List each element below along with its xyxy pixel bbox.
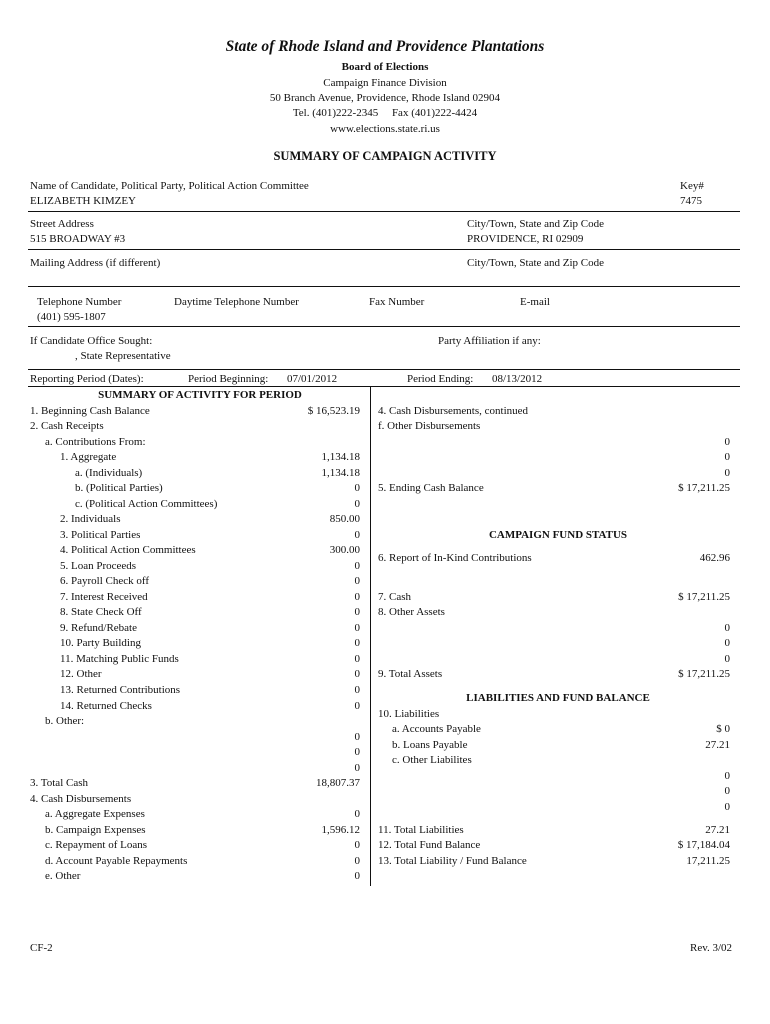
row-value: 0 (354, 482, 360, 494)
mailing-label: Mailing Address (if different) (30, 257, 161, 269)
row-label: 10. Party Building (60, 637, 141, 649)
row-value: 0 (354, 529, 360, 541)
row-label: b. Other: (45, 715, 85, 727)
divider (28, 386, 740, 387)
row-label: 5. Loan Proceeds (60, 560, 137, 572)
column-divider (370, 386, 371, 886)
row-label: b. Loans Payable (392, 739, 468, 751)
street-label: Street Address (30, 218, 94, 230)
row-value: 0 (354, 622, 360, 634)
email-label: E-mail (520, 296, 550, 308)
row-label: 4. Cash Disbursements, continued (378, 405, 529, 417)
row-label: a. Accounts Payable (392, 723, 481, 735)
row-value: 1,134.18 (321, 451, 360, 463)
row-label: 7. Interest Received (60, 591, 148, 603)
row-label: 1. Beginning Cash Balance (30, 405, 150, 417)
row-value: 0 (354, 746, 360, 758)
city-state-zip: PROVIDENCE, RI 02909 (467, 233, 584, 245)
row-label: 4. Political Action Committees (60, 544, 196, 556)
mailing-city-label: City/Town, State and Zip Code (467, 257, 605, 269)
row-value: $ 0 (716, 723, 730, 735)
row-label: 3. Total Cash (30, 777, 88, 789)
row-label: d. Account Payable Repayments (45, 855, 188, 867)
row-label: c. (Political Action Committees) (75, 498, 218, 510)
row-value: 0 (724, 622, 730, 634)
row-value: 462.96 (699, 552, 730, 564)
revision: Rev. 3/02 (690, 942, 733, 954)
row-value: 17,211.25 (686, 855, 730, 867)
row-label: 10. Liabilities (378, 708, 440, 720)
daytime-phone-label: Daytime Telephone Number (174, 296, 299, 308)
row-label: 12. Other (60, 668, 102, 680)
fund-status-heading: CAMPAIGN FUND STATUS (488, 529, 628, 541)
row-label: 9. Refund/Rebate (60, 622, 137, 634)
row-label: f. Other Disbursements (378, 420, 481, 432)
row-label: 2. Individuals (60, 513, 121, 525)
row-label: 6. Report of In-Kind Contributions (378, 552, 532, 564)
divider (28, 211, 740, 212)
divider (28, 326, 740, 327)
divider (28, 286, 740, 287)
row-value: 0 (354, 575, 360, 587)
row-value: 0 (724, 436, 730, 448)
row-value: 0 (354, 560, 360, 572)
row-label: 14. Returned Checks (60, 700, 152, 712)
row-label: 8. State Check Off (60, 606, 142, 618)
row-label: 8. Other Assets (378, 606, 445, 618)
row-label: 5. Ending Cash Balance (378, 482, 484, 494)
row-value: 0 (354, 870, 360, 882)
row-label: b. Campaign Expenses (45, 824, 146, 836)
period-beginning: 07/01/2012 (287, 373, 338, 385)
row-label: 13. Total Liability / Fund Balance (378, 855, 527, 867)
row-value: $ 17,211.25 (678, 482, 730, 494)
phone-fax: Tel. (401)222-2345 Fax (401)222-4424 (292, 107, 478, 119)
row-value: 0 (724, 637, 730, 649)
row-value: 0 (724, 467, 730, 479)
website: www.elections.state.ri.us (330, 123, 440, 135)
row-value: 0 (354, 668, 360, 680)
office-label: If Candidate Office Sought: (30, 335, 153, 347)
divider (28, 249, 740, 250)
row-label: 11. Total Liabilities (378, 824, 464, 836)
period-dates-label: Reporting Period (Dates): (30, 373, 144, 385)
row-label: 9. Total Assets (378, 668, 443, 680)
row-value: 27.21 (705, 739, 730, 751)
office-sought: , State Representative (75, 350, 171, 362)
telephone-number: (401) 595-1807 (37, 311, 106, 323)
row-value: 0 (354, 591, 360, 603)
row-value: 27.21 (705, 824, 730, 836)
row-value: 0 (724, 770, 730, 782)
row-value: 0 (354, 808, 360, 820)
row-value: 850.00 (329, 513, 360, 525)
period-beginning-label: Period Beginning: (188, 373, 269, 385)
row-value: 300.00 (329, 544, 360, 556)
row-value: $ 17,211.25 (678, 591, 730, 603)
row-value: 0 (354, 762, 360, 774)
row-value: 0 (354, 700, 360, 712)
row-label: e. Other (45, 870, 81, 882)
row-value: 0 (354, 606, 360, 618)
telephone-label: Telephone Number (37, 296, 122, 308)
row-value: $ 16,523.19 (307, 405, 360, 417)
board-name: Board of Elections (341, 61, 429, 73)
row-value: 0 (354, 855, 360, 867)
key-label: Key# (680, 180, 704, 192)
key-number: 7475 (680, 195, 702, 207)
row-value: 0 (724, 785, 730, 797)
row-value: 0 (724, 801, 730, 813)
row-value: 0 (354, 839, 360, 851)
form-id: CF-2 (30, 942, 53, 954)
row-value: 0 (354, 653, 360, 665)
row-label: 11. Matching Public Funds (60, 653, 179, 665)
row-label: a. Aggregate Expenses (45, 808, 145, 820)
row-value: 1,596.12 (321, 824, 360, 836)
summary-heading: SUMMARY OF ACTIVITY FOR PERIOD (98, 389, 302, 401)
city-label: City/Town, State and Zip Code (467, 218, 605, 230)
row-value: $ 17,184.04 (677, 839, 730, 851)
row-value: 0 (724, 653, 730, 665)
liabilities-heading: LIABILITIES AND FUND BALANCE (466, 692, 650, 704)
period-ending-label: Period Ending: (407, 373, 474, 385)
row-label: c. Other Liabilites (392, 754, 472, 766)
division-name: Campaign Finance Division (323, 77, 447, 89)
candidate-name: ELIZABETH KIMZEY (30, 195, 137, 207)
row-label: 13. Returned Contributions (60, 684, 181, 696)
street-address: 515 BROADWAY #3 (30, 233, 126, 245)
row-value: 0 (354, 637, 360, 649)
row-label: 2. Cash Receipts (30, 420, 104, 432)
party-label: Party Affiliation if any: (438, 335, 541, 347)
name-label: Name of Candidate, Political Party, Political Action Committee (30, 180, 309, 192)
row-label: b. (Political Parties) (75, 482, 163, 494)
row-label: 7. Cash (378, 591, 411, 603)
row-value: $ 17,211.25 (678, 668, 730, 680)
period-ending: 08/13/2012 (492, 373, 543, 385)
form-title: SUMMARY OF CAMPAIGN ACTIVITY (273, 149, 497, 163)
row-label: 4. Cash Disbursements (30, 793, 132, 805)
state-title: State of Rhode Island and Providence Plantations (225, 38, 545, 55)
row-value: 0 (354, 684, 360, 696)
row-label: 1. Aggregate (60, 451, 117, 463)
row-label: c. Repayment of Loans (45, 839, 148, 851)
row-label: 3. Political Parties (60, 529, 141, 541)
row-value: 0 (354, 498, 360, 510)
row-label: a. (Individuals) (75, 467, 143, 479)
row-label: a. Contributions From: (45, 436, 146, 448)
row-value: 1,134.18 (321, 467, 360, 479)
row-value: 0 (354, 731, 360, 743)
row-label: 12. Total Fund Balance (378, 839, 481, 851)
row-label: 6. Payroll Check off (60, 575, 150, 587)
row-value: 18,807.37 (316, 777, 360, 789)
divider (28, 369, 740, 370)
row-value: 0 (724, 451, 730, 463)
fax-label: Fax Number (369, 296, 425, 308)
office-address: 50 Branch Avenue, Providence, Rhode Island 02904 (269, 92, 501, 104)
